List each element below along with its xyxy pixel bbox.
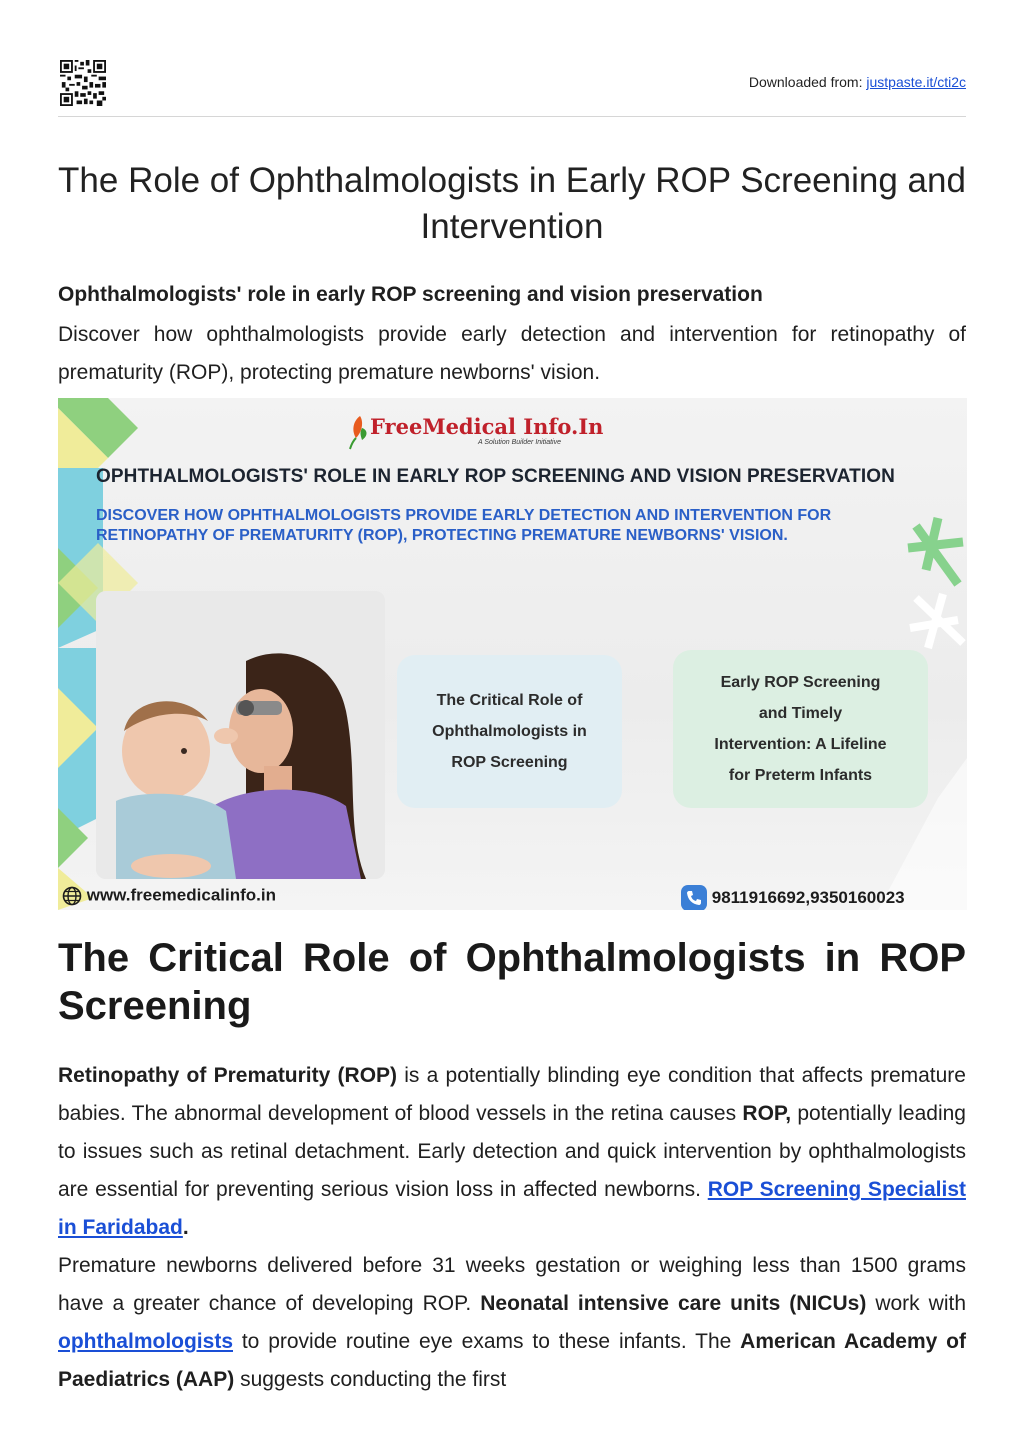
banner-website xyxy=(62,885,276,906)
logo-tagline: A Solution Builder Initiative xyxy=(478,439,562,446)
text-span: to provide routine eye exams to these infants. The xyxy=(233,1330,741,1353)
section-heading: The Critical Role of Ophthalmologists in ROP Screening xyxy=(58,936,966,1028)
paragraph-risk-factors xyxy=(58,1247,966,1399)
text-span: suggests conducting the first xyxy=(234,1368,507,1391)
card-early-screening xyxy=(673,650,928,808)
banner-website-text: www.freemedicalinfo.in xyxy=(86,885,276,905)
leaf-icon xyxy=(348,412,370,450)
doctor-with-baby-photo xyxy=(96,591,385,879)
header-divider xyxy=(58,116,966,117)
text-span: Premature newborns delivered before 31 weeks gestation or weighing less than 1500 grams have a greater chance of developing ROP. xyxy=(58,1254,966,1315)
article-banner xyxy=(58,398,967,910)
period: . xyxy=(182,1216,189,1239)
card-critical-role-text: The Critical Role of Ophthalmologists in ROP Screening xyxy=(432,692,587,771)
text-span: work with xyxy=(866,1292,966,1315)
ophthalmologists-link[interactable]: ophthalmologists xyxy=(58,1330,233,1353)
banner-subheadline: DISCOVER HOW OPHTHALMOLOGISTS PROVIDE EARLY DETECTION AND INTERVENTION FOR RETINOPATHY OF PREMATURITY (ROP), PROTECTING PREMATURE NEWBORNS' VISION. xyxy=(96,507,832,544)
download-source xyxy=(749,74,966,90)
banner-headline: OPHTHALMOLOGISTS' ROLE IN EARLY ROP SCREENING AND VISION PRESERVATION xyxy=(96,466,895,487)
paragraph-rop-intro xyxy=(58,1057,966,1247)
term-aap: American Academy of Paediatrics (AAP) xyxy=(58,1330,966,1391)
qr-code-icon xyxy=(60,60,106,106)
page-title: The Role of Ophthalmologists in Early ROP Screening and Intervention xyxy=(58,161,966,246)
text-span: is a potentially blinding eye condition that affects premature babies. The abnormal development of blood vessels in the retina causes xyxy=(58,1064,966,1125)
term-rop-short: ROP, xyxy=(742,1102,792,1125)
logo-text: FreeMedical Info.In xyxy=(370,414,604,439)
globe-icon xyxy=(62,886,82,906)
freemedicalinfo-logo xyxy=(348,412,604,452)
lead-paragraph: Discover how ophthalmologists provide early detection and intervention for retinopathy of prematurity (ROP), protecting premature newborns' vision. xyxy=(58,323,966,384)
phone-icon xyxy=(681,885,707,910)
card-critical-role xyxy=(397,655,622,808)
banner-phone xyxy=(681,885,905,910)
rop-specialist-link[interactable]: ROP Screening Specialist in Faridabad xyxy=(58,1178,966,1239)
lead-heading: Ophthalmologists' role in early ROP screening and vision preservation xyxy=(58,283,763,306)
download-prefix: Downloaded from: xyxy=(748,74,863,90)
banner-phone-text: 9811916692,9350160023 xyxy=(711,888,905,907)
term-nicu: Neonatal intensive care units (NICUs) xyxy=(480,1292,867,1315)
source-link[interactable]: justpaste.it/cti2c xyxy=(866,74,966,90)
card-early-screening-text: Early ROP Screening and Timely Intervention: A Lifeline for Preterm Infants xyxy=(714,674,887,784)
text-span: potentially leading to issues such as retinal detachment. Early detection and quick intervention by ophthalmologists are essential for preventing serious vision loss in affected newborns. xyxy=(58,1102,966,1201)
term-rop: Retinopathy of Prematurity (ROP) xyxy=(58,1064,398,1087)
